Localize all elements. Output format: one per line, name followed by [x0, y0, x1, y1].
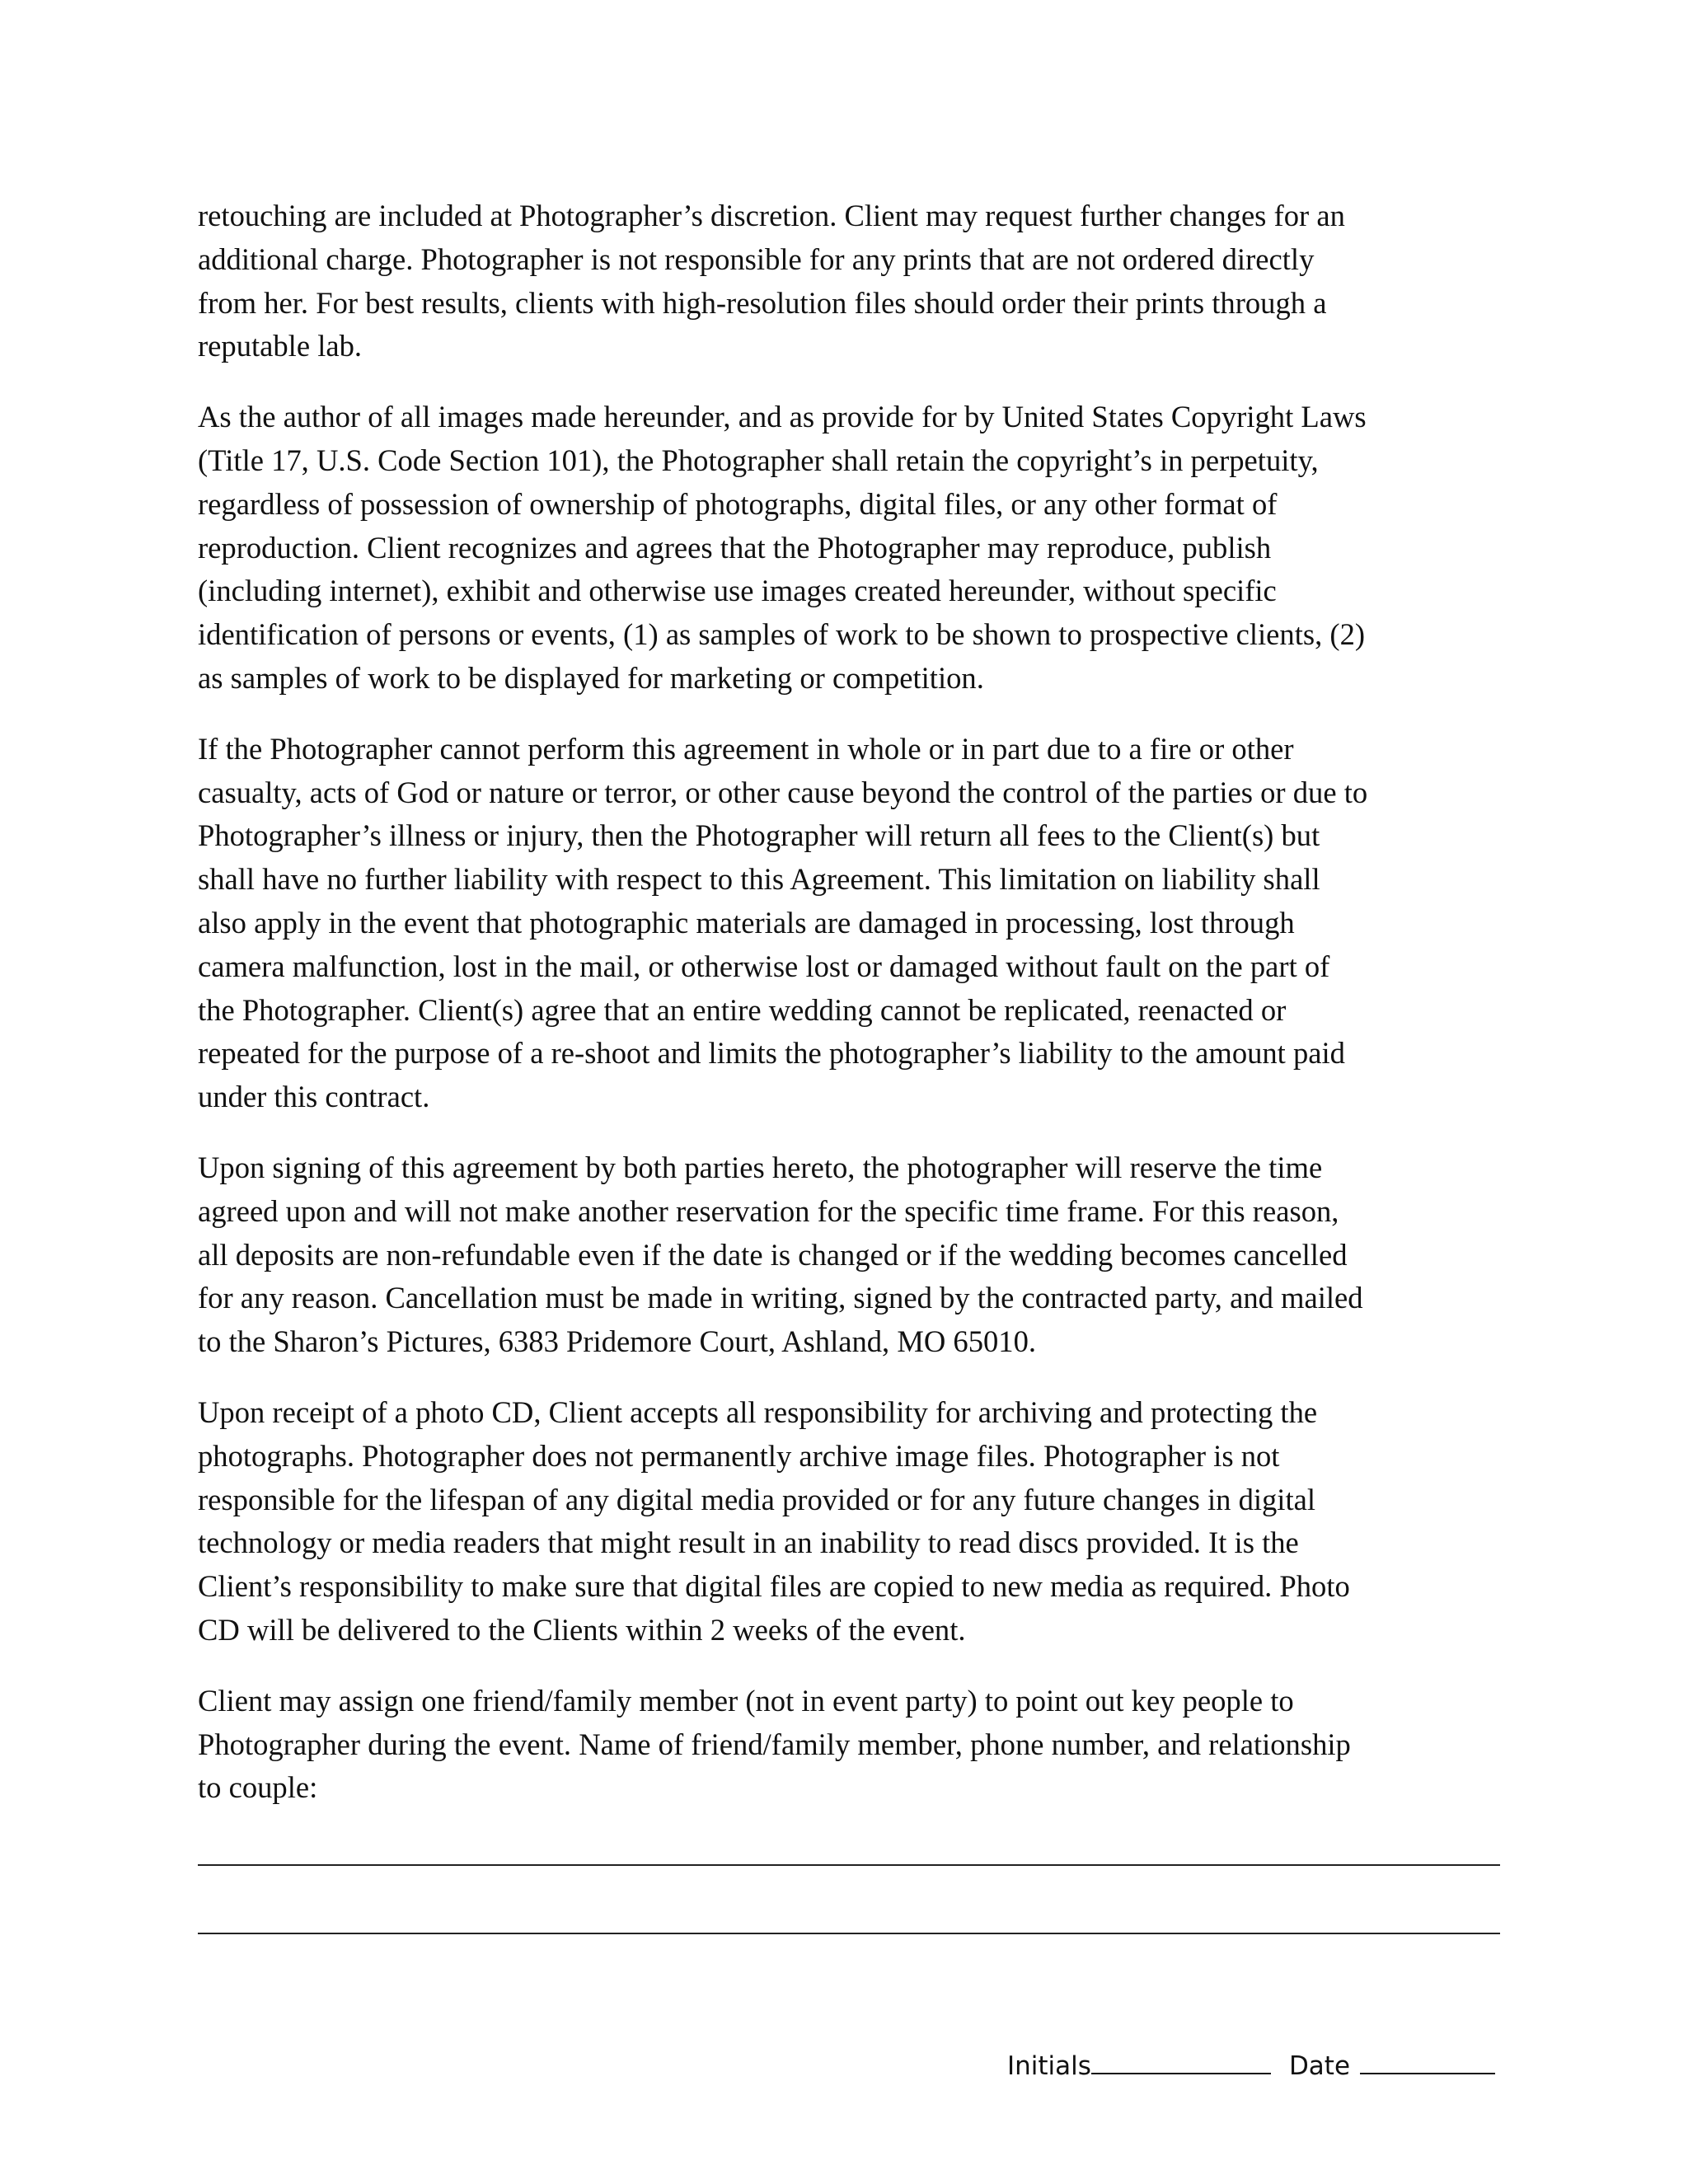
paragraph-copyright: As the author of all images made hereunder, and as provide for by United States Copyright Laws (Title 17, U.S. Code Section 101), the Photographer shall retain the copyright’s in perpetuity, regardless of possession of ownership of photographs, digital files, or any other format of reproduction. Client recognizes and agrees that the Photographer may reproduce, publish (including internet), exhibit and otherwise use images created hereunder, without specific identification of persons or events, (1) as samples of work to be shown to prospective clients, (2) as samples of work to be displayed for marketing or competition.: [198, 400, 1367, 695]
initials-label: Initials: [1007, 2051, 1091, 2081]
document-body: [198, 194, 1500, 1837]
initials-blank[interactable]: [1091, 2048, 1271, 2074]
paragraph-photo-cd: Upon receipt of a photo CD, Client accepts all responsibility for archiving and protecting the photographs. Photographer does not permanently archive image files. Photographer is not responsible for the lifespan of any digital media provided or for any future changes in digital technology or media readers that might result in an inability to read discs provided. It is the Client’s responsibility to make sure that digital files are copied to new media as required. Photo CD will be delivered to the Clients within 2 weeks of the event.: [198, 1394, 1350, 1647]
date-blank[interactable]: [1360, 2048, 1495, 2074]
date-field: [1289, 2048, 1495, 2083]
paragraph-contact-person: Client may assign one friend/family member (not in event party) to point out key people to Photographer during the event. Name of friend/family member, phone number, and relationship to couple:: [198, 1683, 1351, 1805]
contact-info-blank-line-1[interactable]: [198, 1864, 1500, 1866]
paragraph-cancellation: Upon signing of this agreement by both parties hereto, the photographer will reserve the time agreed upon and will not make another reservation for the specific time frame. For this reason, all deposits are non-refundable even if the date is changed or if the wedding becomes cancelled for any reason. Cancellation must be made in writing, signed by the contracted party, and mailed to the Sharon’s Pictures, 6383 Pridemore Court, Ashland, MO 65010.: [198, 1150, 1363, 1359]
initials-field: [1007, 2048, 1289, 2083]
initials-date-footer: [1007, 2048, 1495, 2083]
paragraph-liability: If the Photographer cannot perform this agreement in whole or in part due to a fire or other casualty, acts of God or nature or terror, or other cause beyond the control of the parties or due to Photographer’s illness or injury, then the Photographer will return all fees to the Client(s) but shall have no further liability with respect to this Agreement. This limitation on liability shall also apply in the event that photographic materials are damaged in processing, lost through camera malfunction, lost in the mail, or otherwise lost or damaged without fault on the part of the Photographer. Client(s) agree that an entire wedding cannot be replicated, reenacted or repeated for the purpose of a re-shoot and limits the photographer’s liability to the amount paid under this contract.: [198, 731, 1368, 1114]
contact-info-blank-line-2[interactable]: [198, 1933, 1500, 1934]
paragraph-retouching-prints: retouching are included at Photographer’s discretion. Client may request further changes for an additional charge. Photographer is not responsible for any prints that are not ordered directly from her. For best results, clients with high-resolution files should order their prints through a reputable lab.: [198, 199, 1345, 363]
date-label: Date: [1288, 2051, 1351, 2081]
